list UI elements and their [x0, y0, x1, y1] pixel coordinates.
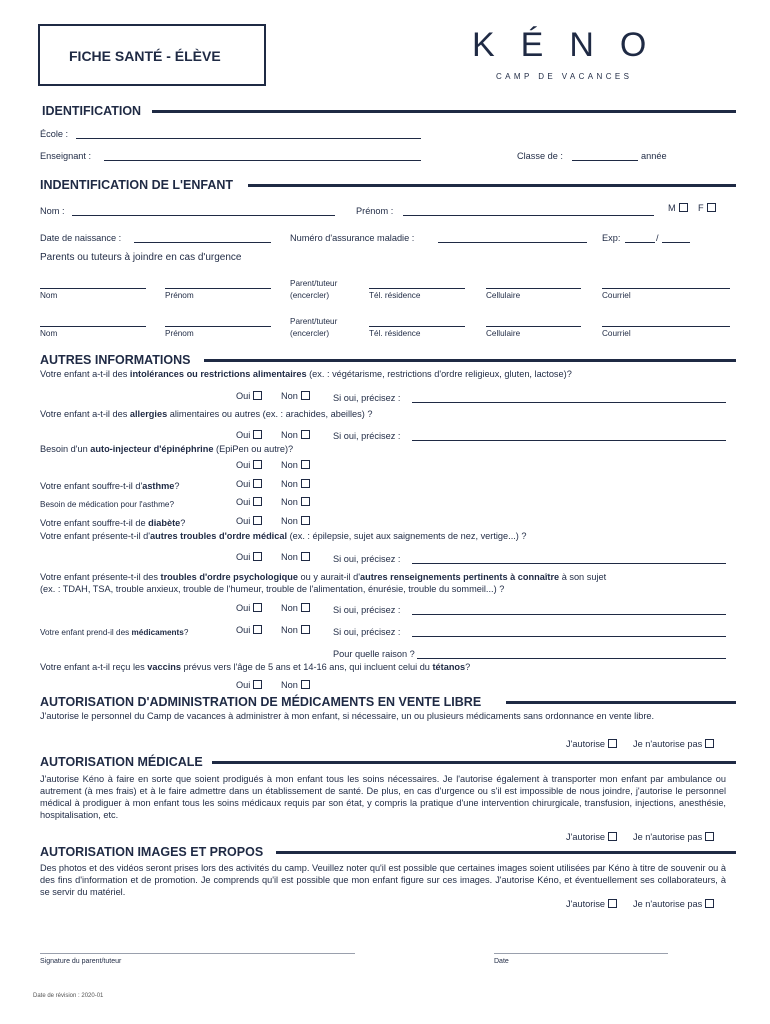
last-name-label: Nom : — [40, 206, 65, 216]
signature-input[interactable] — [40, 953, 355, 954]
col-encercler: (encercler) — [290, 329, 330, 338]
question-epipen: Besoin d'un auto-injecteur d'épinéphrine (EpiPen ou autre)? — [40, 444, 294, 454]
col-parent: Parent/tuteur — [290, 317, 338, 326]
teacher-label: Enseignant : — [40, 151, 92, 161]
q10-non[interactable]: Non — [281, 680, 310, 690]
exp-year-input[interactable] — [662, 242, 690, 243]
school-input[interactable] — [76, 138, 421, 139]
q3-non[interactable]: Non — [281, 460, 310, 470]
q3-oui[interactable]: Oui — [236, 460, 262, 470]
section-otc-title: AUTORISATION D'ADMINISTRATION DE MÉDICAMENTS EN VENTE LIBRE — [40, 695, 482, 709]
question-allergies: Votre enfant a-t-il des allergies alimentaires ou autres (ex. : arachides, abeilles) ? — [40, 409, 373, 419]
section-bar — [248, 184, 736, 187]
section-bar — [152, 110, 736, 113]
q2-non[interactable]: Non — [281, 430, 310, 440]
gender-m-checkbox[interactable] — [679, 203, 688, 212]
gender-f-label: F — [698, 203, 704, 213]
col-parent: Parent/tuteur — [290, 279, 338, 288]
q1-oui[interactable]: Oui — [236, 391, 262, 401]
q7-si-oui: Si oui, précisez : — [333, 554, 401, 564]
otc-authorize[interactable]: J'autorise — [566, 739, 617, 749]
images-text: Des photos et des vidéos seront prises lors des activités du camp. Veuillez noter qu'il est possible que certaines images soient utilisées par Kéno à titre de souvenir ou à des fins d'information et de promotion. Je comprends qu'il est possible que mon enfant figure sur ces images. J'autorise Kéno, et éventuellement ses collaborateurs, à se servir du matériel. — [40, 863, 726, 897]
col-tel: Tél. résidence — [369, 329, 421, 338]
question-asthma: Votre enfant souffre-t-il d'asthme? — [40, 481, 180, 491]
school-label: École : — [40, 129, 69, 139]
q7-details-input[interactable] — [412, 563, 726, 564]
guardian1-name-input[interactable] — [40, 288, 146, 289]
q8-non[interactable]: Non — [281, 603, 310, 613]
gender-f[interactable] — [698, 203, 716, 213]
q2-si-oui: Si oui, précisez : — [333, 431, 401, 441]
medical-not-authorize[interactable]: Je n'autorise pas — [633, 832, 714, 842]
guardian1-email-input[interactable] — [602, 288, 730, 289]
images-not-authorize[interactable]: Je n'autorise pas — [633, 899, 714, 909]
guardian2-name-input[interactable] — [40, 326, 146, 327]
otc-text: J'autorise le personnel du Camp de vacances à administrer à mon enfant, si nécessaire, un ou plusieurs médicaments sans ordonnance en vente libre. — [40, 711, 655, 721]
q9-details-input[interactable] — [412, 636, 726, 637]
q8-details-input[interactable] — [412, 614, 726, 615]
guardian1-tel-input[interactable] — [369, 288, 465, 289]
guardian2-firstname-input[interactable] — [165, 326, 271, 327]
question-other-medical: Votre enfant présente-t-il d'autres troubles d'ordre médical (ex. : épilepsie, sujet aux saignements de nez, vertige...) ? — [40, 531, 527, 541]
gender-m-label: M — [668, 203, 676, 213]
guardian1-firstname-input[interactable] — [165, 288, 271, 289]
col-email: Courriel — [602, 291, 631, 300]
q10-oui[interactable]: Oui — [236, 680, 262, 690]
col-encercler: (encercler) — [290, 291, 330, 300]
gender-m[interactable] — [668, 203, 688, 213]
section-child-title: INDENTIFICATION DE L'ENFANT — [40, 178, 234, 192]
q5-non[interactable]: Non — [281, 497, 310, 507]
question-diabetes: Votre enfant souffre-t-il de diabète? — [40, 518, 186, 528]
col-cell: Cellulaire — [486, 329, 521, 338]
section-bar — [212, 761, 736, 764]
section-bar — [204, 359, 736, 362]
col-email: Courriel — [602, 329, 631, 338]
medical-text: J'autorise Kéno à faire en sorte que soient prodigués à mon enfant tous les soins nécessaires. Je l'autorise également à transporter mon enfant par ambulance ou autrement (à mes frais) et à le faire admettre dans un établissement de santé. De plus, en cas d'urgence ou s'il est impossible de nous joindre, j'autorise le personnel médical à prodiguer à mon enfant tous les soins médicaux requis par son état, y compris la pratique d'une intervention chirurgicale, transfusion, injections, anesthésie, hospitalisation, etc. — [40, 774, 726, 820]
health-number-label: Numéro d'assurance maladie : — [290, 233, 415, 243]
gender-f-checkbox[interactable] — [707, 203, 716, 212]
section-other-title: AUTRES INFORMATIONS — [40, 353, 191, 367]
q8-oui[interactable]: Oui — [236, 603, 262, 613]
q7-non[interactable]: Non — [281, 552, 310, 562]
health-number-input[interactable] — [438, 242, 587, 243]
year-label: année — [641, 151, 667, 161]
question-vaccines: Votre enfant a-t-il reçu les vaccins prévus vers l'âge de 5 ans et 14-16 ans, qui incluent celui du tétanos? — [40, 662, 471, 672]
brand-subtitle: CAMP DE VACANCES — [496, 72, 633, 81]
q9-non[interactable]: Non — [281, 625, 310, 635]
guardian2-email-input[interactable] — [602, 326, 730, 327]
col-prenom: Prénom — [165, 291, 194, 300]
q6-oui[interactable]: Oui — [236, 516, 262, 526]
q6-non[interactable]: Non — [281, 516, 310, 526]
reason-input[interactable] — [417, 658, 726, 659]
exp-label: Exp: — [602, 233, 621, 243]
q2-oui[interactable]: Oui — [236, 430, 262, 440]
otc-not-authorize[interactable]: Je n'autorise pas — [633, 739, 714, 749]
q9-oui[interactable]: Oui — [236, 625, 262, 635]
q1-si-oui: Si oui, précisez : — [333, 393, 401, 403]
question-food-restrictions: Votre enfant a-t-il des intolérances ou restrictions alimentaires (ex. : végétarisme, restrictions d'ordre religieux, gluten, lactose)? — [40, 369, 572, 379]
col-cell: Cellulaire — [486, 291, 521, 300]
col-nom: Nom — [40, 329, 58, 338]
signature-label: Signature du parent/tuteur — [40, 958, 122, 965]
section-identification-title: IDENTIFICATION — [42, 104, 142, 118]
q1-non[interactable]: Non — [281, 391, 310, 401]
q7-oui[interactable]: Oui — [236, 552, 262, 562]
section-bar — [276, 851, 736, 854]
first-name-input[interactable] — [403, 215, 654, 216]
section-images-title: AUTORISATION IMAGES ET PROPOS — [40, 845, 264, 859]
first-name-label: Prénom : — [356, 206, 394, 216]
dob-input[interactable] — [134, 242, 271, 243]
teacher-input[interactable] — [104, 160, 421, 161]
question-asthma-medication: Besoin de médication pour l'asthme? — [40, 500, 175, 509]
dob-label: Date de naissance : — [40, 233, 122, 243]
guardians-title: Parents ou tuteurs à joindre en cas d'urgence — [40, 252, 242, 263]
section-medical-title: AUTORISATION MÉDICALE — [40, 755, 203, 769]
exp-month-input[interactable] — [625, 242, 655, 243]
images-authorize[interactable]: J'autorise — [566, 899, 617, 909]
date-label: Date — [494, 958, 509, 965]
section-bar — [506, 701, 736, 704]
q9-si-oui: Si oui, précisez : — [333, 627, 401, 637]
question-medications: Votre enfant prend-il des médicaments? — [40, 628, 189, 637]
q4-oui[interactable]: Oui — [236, 479, 262, 489]
q8-si-oui: Si oui, précisez : — [333, 605, 401, 615]
brand-logo: KÉNO — [472, 26, 673, 64]
guardian2-cell-input[interactable] — [486, 326, 581, 327]
q1-details-input[interactable] — [412, 402, 726, 403]
col-prenom: Prénom — [165, 329, 194, 338]
question-psychological: Votre enfant présente-t-il des troubles d'ordre psychologique ou y aurait-il d'autres renseignements pertinents à connaître à son sujet — [40, 572, 607, 582]
medical-authorize[interactable]: J'autorise — [566, 832, 617, 842]
question-psychological-examples: (ex. : TDAH, TSA, trouble anxieux, trouble de l'humeur, trouble de l'alimentation, énurésie, trouble du sommeil...) ? — [40, 584, 505, 594]
class-input[interactable] — [572, 160, 638, 161]
col-tel: Tél. résidence — [369, 291, 421, 300]
col-nom: Nom — [40, 291, 58, 300]
guardian2-tel-input[interactable] — [369, 326, 465, 327]
date-input[interactable] — [494, 953, 668, 954]
exp-slash: / — [656, 233, 659, 243]
q2-details-input[interactable] — [412, 440, 726, 441]
q5-oui[interactable]: Oui — [236, 497, 262, 507]
guardian1-cell-input[interactable] — [486, 288, 581, 289]
reason-label: Pour quelle raison ? — [333, 649, 415, 659]
q4-non[interactable]: Non — [281, 479, 310, 489]
last-name-input[interactable] — [72, 215, 335, 216]
page-title: FICHE SANTÉ - ÉLÈVE — [69, 48, 221, 64]
class-label: Classe de : — [517, 151, 563, 161]
revision-date: Date de révision : 2020-01 — [33, 993, 104, 999]
title-box — [38, 24, 266, 86]
